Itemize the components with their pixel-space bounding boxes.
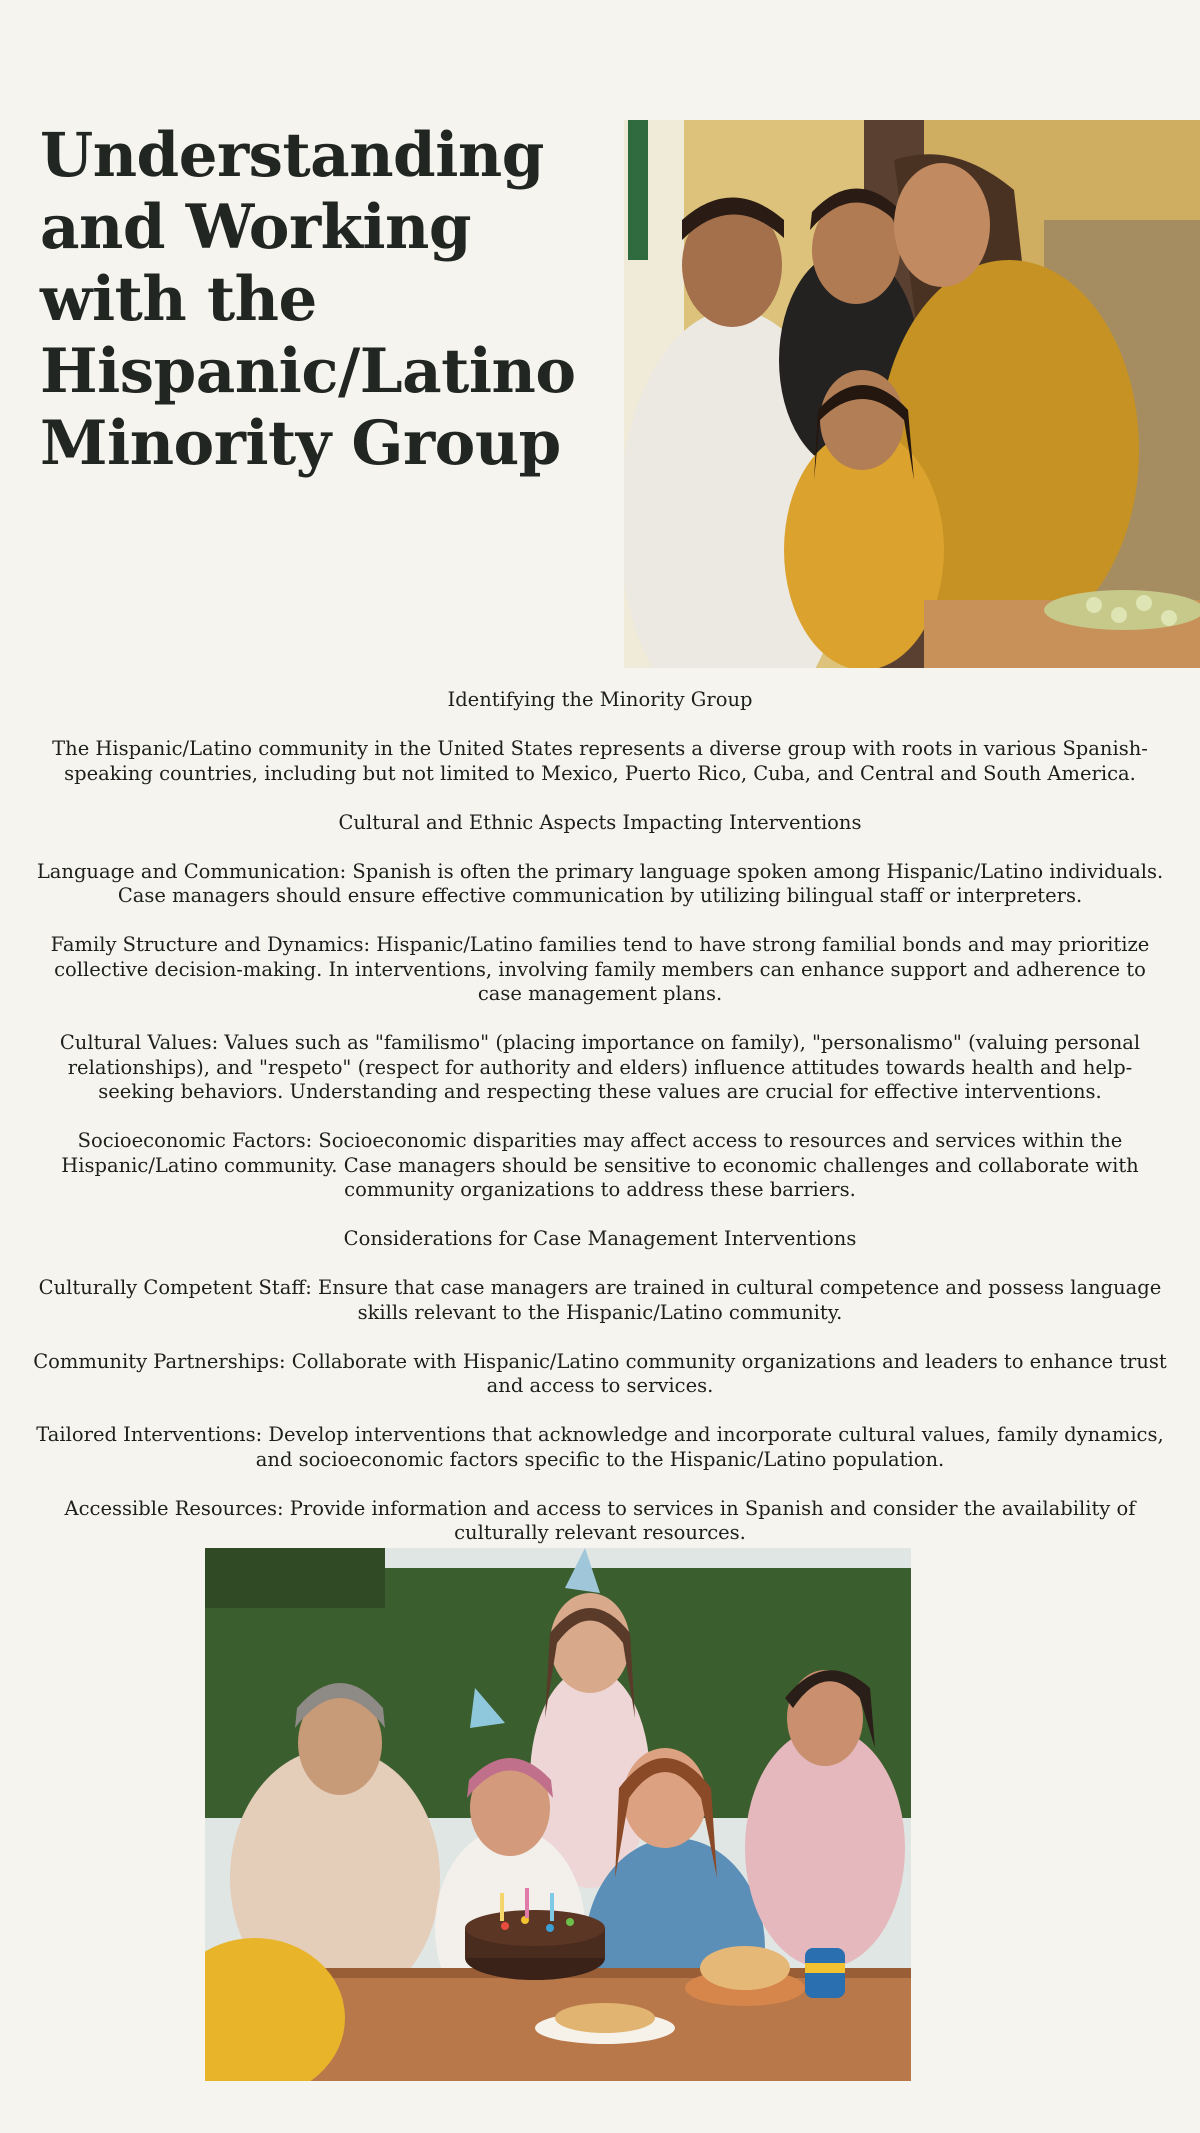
section-heading-cultural-aspects: Cultural and Ethnic Aspects Impacting Interventions (338, 810, 862, 834)
paragraph-cultural-values: Cultural Values: Values such as "familismo" (placing importance on family), "personalismo" (valuing personal relationships), and "respeto" (respect for authority and elders) influence attitudes towards health and help-seeking behaviors. Understanding and respecting these values are crucial for effective interventions. (59, 1031, 1141, 1103)
birthday-party-photo-icon (205, 1548, 911, 2081)
paragraph-community-overview: The Hispanic/Latino community in the United States represents a diverse group with roots in various Spanish-speaking countries, including but not limited to Mexico, Puerto Rico, Cuba, and Central and South America. (52, 737, 1148, 785)
paragraph-competent-staff: Culturally Competent Staff: Ensure that case managers are trained in cultural competence and possess language skills relevant to the Hispanic/Latino community. (38, 1276, 1162, 1324)
section-heading-identifying: Identifying the Minority Group (447, 688, 753, 711)
birthday-party-photo (205, 1548, 911, 2081)
article-body (30, 688, 1170, 1570)
paragraph-tailored-interventions: Tailored Interventions: Develop interventions that acknowledge and incorporate cultural values, family dynamics, and socioeconomic factors specific to the Hispanic/Latino population. (36, 1423, 1164, 1471)
page-title: Understanding and Working with the Hispanic/Latino Minority Group (40, 120, 576, 479)
family-photo (624, 120, 1200, 668)
paragraph-socioeconomic: Socioeconomic Factors: Socioeconomic disparities may affect access to resources and services within the Hispanic/Latino community. Case managers should be sensitive to economic challenges and collaborate with community organizations to address these barriers. (61, 1129, 1139, 1201)
paragraph-accessible-resources: Accessible Resources: Provide information and access to services in Spanish and consider the availability of culturally relevant resources. (64, 1496, 1136, 1544)
section-heading-considerations: Considerations for Case Management Interventions (343, 1227, 857, 1250)
paragraph-community-partnerships: Community Partnerships: Collaborate with Hispanic/Latino community organizations and leaders to enhance trust and access to services. (33, 1349, 1167, 1397)
family-photo-icon (624, 120, 1200, 668)
paragraph-language: Language and Communication: Spanish is often the primary language spoken among Hispanic/Latino individuals. Case managers should ensure effective communication by utilizing bilingual staff or interpreters. (36, 859, 1164, 907)
paragraph-family-structure: Family Structure and Dynamics: Hispanic/Latino families tend to have strong familial bonds and may prioritize collective decision-making. In interventions, involving family members can enhance support and adherence to case management plans. (50, 933, 1150, 1005)
